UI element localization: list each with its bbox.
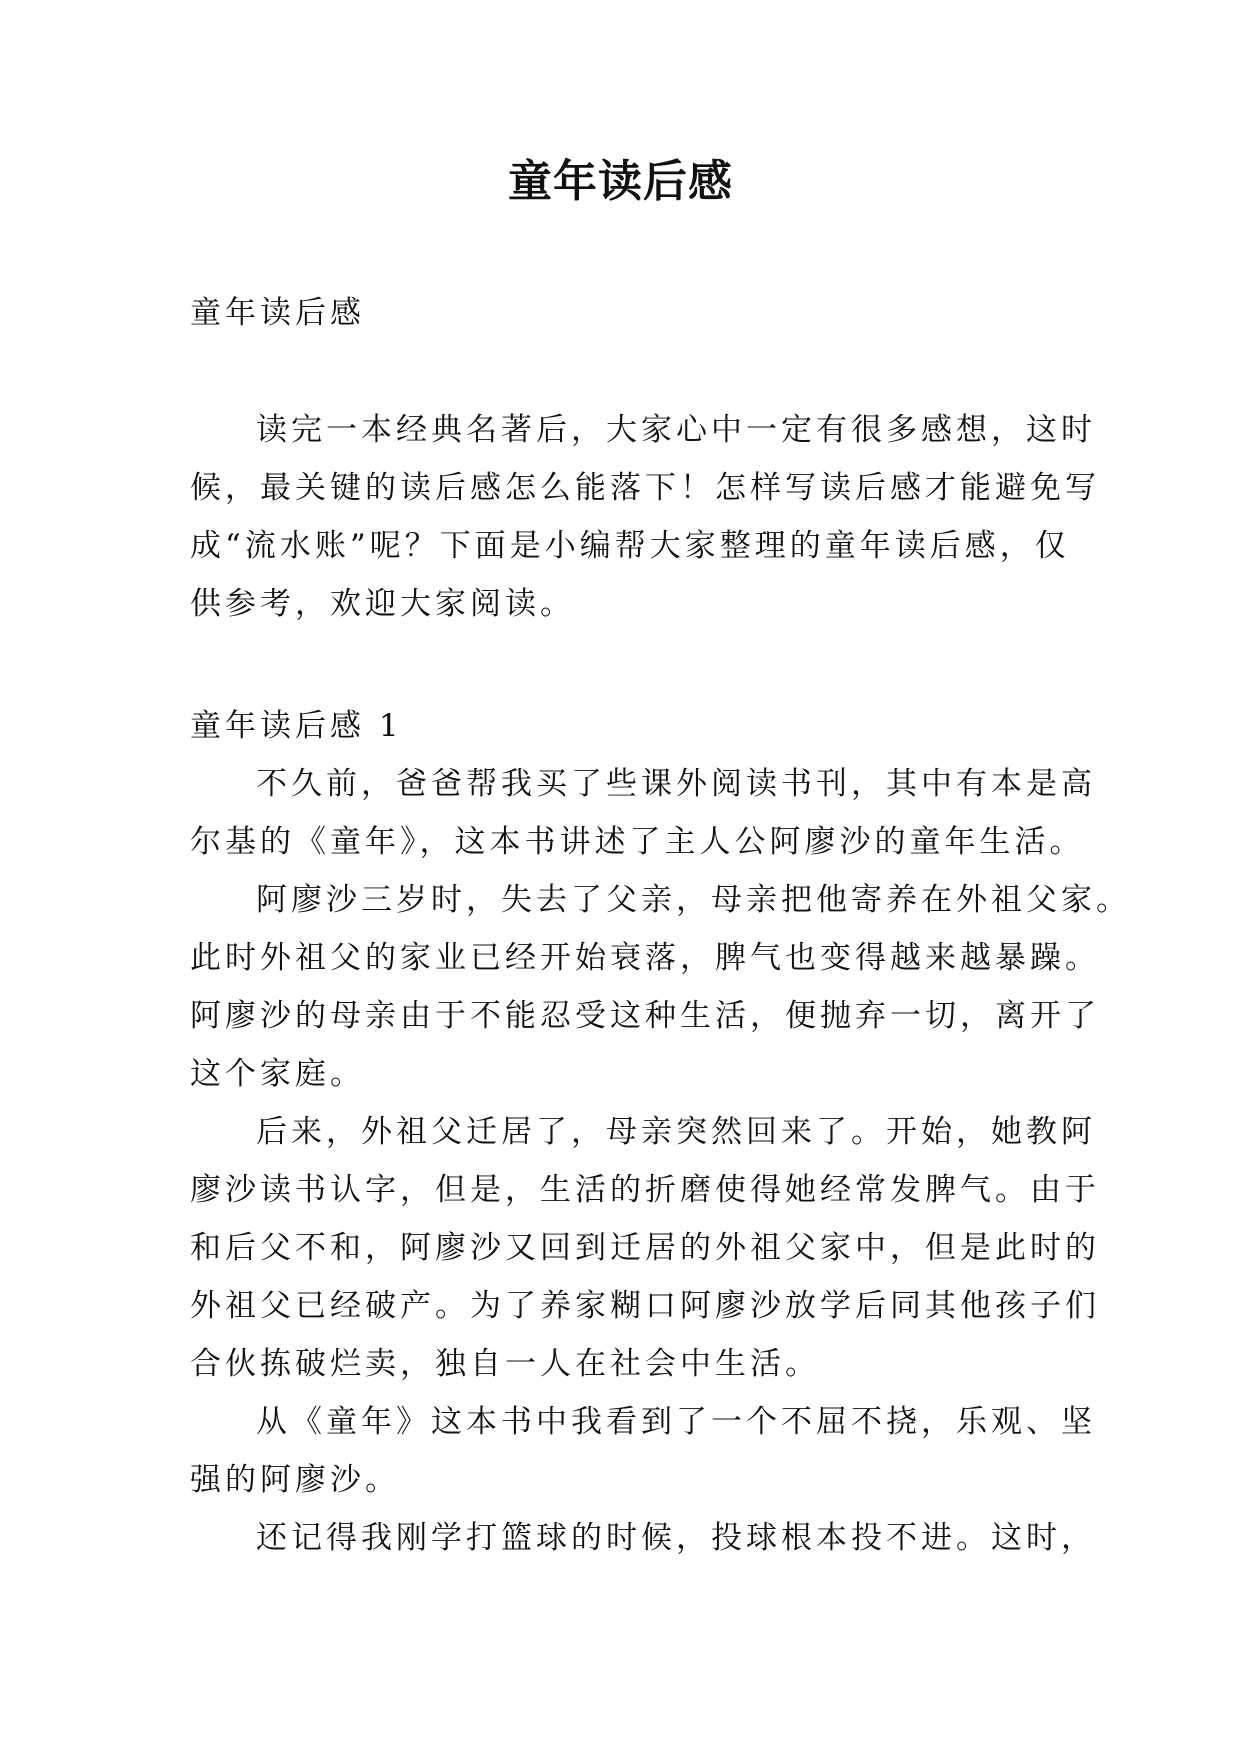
paragraph-line: 这个家庭。	[190, 1056, 365, 1092]
paragraph-line: 后来，外祖父迁居了，母亲突然回来了。开始，她教阿	[256, 1114, 1096, 1150]
paragraph-line: 成“流水账”呢？下面是小编帮大家整理的童年读后感，仅	[190, 528, 1070, 564]
paragraph-line: 此时外祖父的家业已经开始衰落，脾气也变得越来越暴躁。	[190, 940, 1100, 976]
section-heading-text: 童年读后感	[190, 295, 365, 331]
paragraph-line: 不久前，爸爸帮我买了些课外阅读书刊，其中有本是高	[256, 766, 1096, 802]
paragraph-line: 供参考，欢迎大家阅读。	[190, 586, 575, 622]
essay-body	[190, 755, 1131, 1567]
paragraph-line: 外祖父已经破产。为了养家糊口阿廖沙放学后同其他孩子们	[190, 1288, 1100, 1324]
paragraph-line: 还记得我刚学打篮球的时候，投球根本投不进。这时，	[256, 1520, 1096, 1556]
paragraph-line: 尔基的《童年》，这本书讲述了主人公阿廖沙的童年生活。	[190, 824, 1085, 860]
paragraph-line: 阿廖沙三岁时，失去了父亲，母亲把他寄养在外祖父家。	[256, 882, 1131, 918]
essay-heading-text: 童年读后感 1	[190, 708, 403, 744]
essay-heading	[190, 697, 1070, 755]
paragraph-line: 廖沙读书认字，但是，生活的折磨使得她经常发脾气。由于	[190, 1172, 1100, 1208]
paragraph-line: 合伙拣破烂卖，独自一人在社会中生活。	[190, 1346, 820, 1382]
section-heading	[190, 284, 1070, 342]
paragraph-line: 候，最关键的读后感怎么能落下！怎样写读后感才能避免写	[190, 470, 1100, 506]
paragraph-line: 从《童年》这本书中我看到了一个不屈不挠，乐观、坚	[256, 1404, 1096, 1440]
paragraph-line: 和后父不和，阿廖沙又回到迁居的外祖父家中，但是此时的	[190, 1230, 1100, 1266]
intro-paragraph	[190, 401, 1100, 633]
document-title: 童年读后感	[508, 156, 733, 207]
paragraph-line: 阿廖沙的母亲由于不能忍受这种生活，便抛弃一切，离开了	[190, 998, 1100, 1034]
paragraph-line: 强的阿廖沙。	[190, 1462, 400, 1498]
paragraph-line: 读完一本经典名著后，大家心中一定有很多感想，这时	[256, 412, 1096, 448]
